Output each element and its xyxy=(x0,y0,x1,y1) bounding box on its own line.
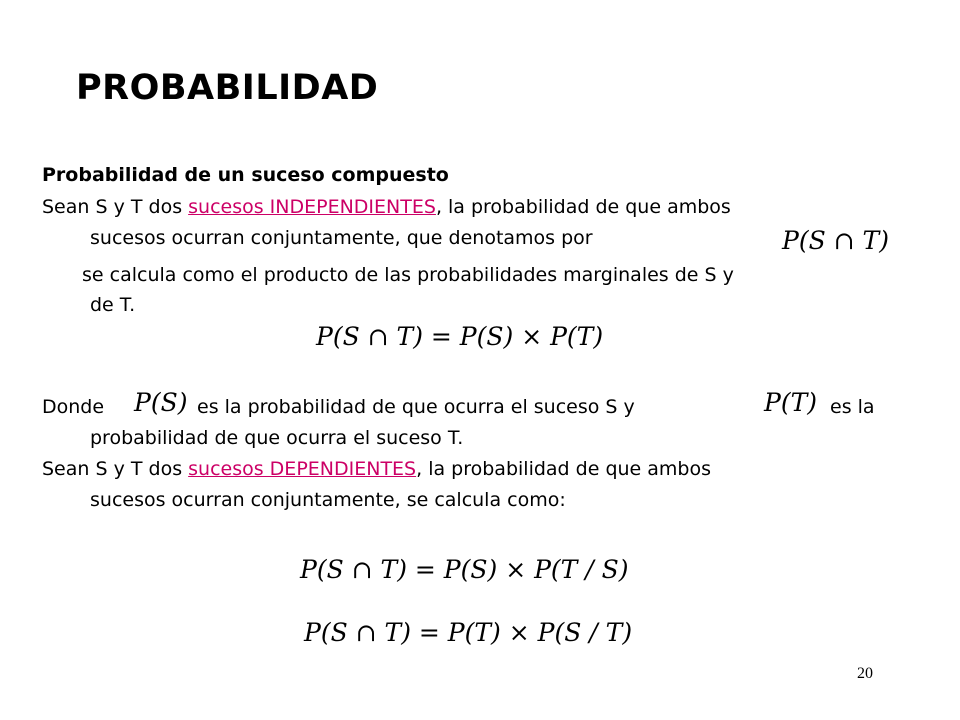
formula-independent: P(S ∩ T) = P(S) × P(T) xyxy=(316,322,604,351)
formula-intersection-inline: P(S ∩ T) xyxy=(782,226,889,255)
dependent-events-link[interactable]: sucesos DEPENDIENTES xyxy=(188,458,417,480)
para1-line2: sucesos ocurran conjuntamente, que denotamos por xyxy=(90,227,593,249)
para2-line2: probabilidad de que ocurra el suceso T. xyxy=(90,427,464,449)
section-subtitle: Probabilidad de un suceso compuesto xyxy=(42,164,449,186)
para1-line3: se calcula como el producto de las probabilidades marginales de S y xyxy=(82,264,734,286)
para1-pre: Sean S y T dos xyxy=(42,196,189,218)
para3-pre: Sean S y T dos xyxy=(42,458,189,480)
formula-dependent-1: P(S ∩ T) = P(S) × P(T / S) xyxy=(300,555,629,584)
para2-pre: Donde xyxy=(42,396,105,418)
para3-line2: sucesos ocurran conjuntamente, se calcula como: xyxy=(90,489,566,511)
slide-title: PROBABILIDAD xyxy=(76,68,379,108)
para1-post: , la probabilidad de que ambos xyxy=(435,196,731,218)
para3-line1 xyxy=(42,454,711,485)
formula-ps: P(S) xyxy=(134,388,188,417)
para1-line4: de T. xyxy=(90,294,136,316)
independent-events-link[interactable]: sucesos INDEPENDIENTES xyxy=(188,196,436,218)
para2-mid: es la probabilidad de que ocurra el suceso S y xyxy=(197,396,635,418)
para3-post: , la probabilidad de que ambos xyxy=(416,458,712,480)
para2-post: es la xyxy=(830,396,875,418)
formula-dependent-2: P(S ∩ T) = P(T) × P(S / T) xyxy=(304,618,633,647)
para1-line1 xyxy=(42,192,731,223)
formula-pt: P(T) xyxy=(764,388,818,417)
page-number: 20 xyxy=(857,665,873,682)
